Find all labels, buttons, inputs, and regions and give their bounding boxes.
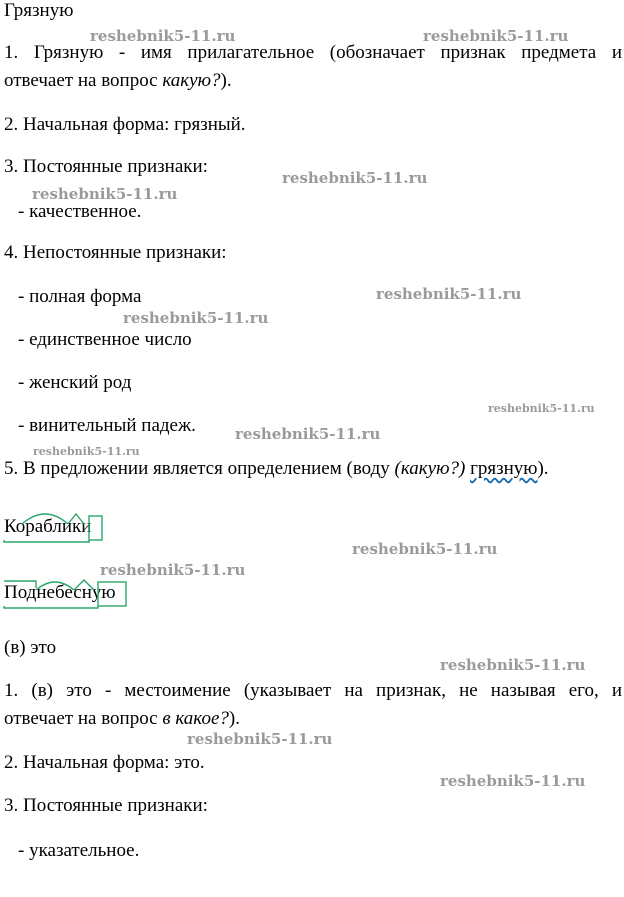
heading-v-eto: (в) это xyxy=(4,637,57,658)
watermark: reshebnik5-11.ru xyxy=(376,285,522,303)
watermark: reshebnik5-11.ru xyxy=(488,402,595,415)
paragraph-3: 3. Постоянные признаки: xyxy=(4,156,208,177)
watermark: reshebnik5-11.ru xyxy=(440,772,586,790)
list-item: - женский род xyxy=(18,372,132,393)
watermark: reshebnik5-11.ru xyxy=(352,540,498,558)
watermark: reshebnik5-11.ru xyxy=(235,425,381,443)
list-item: - полная форма xyxy=(18,286,142,307)
paragraph-1-line-1: 1. (в) это - местоимение (указывает на признак, не называя его, и xyxy=(4,680,622,701)
watermark: reshebnik5-11.ru xyxy=(32,185,178,203)
watermark: reshebnik5-11.ru xyxy=(123,309,269,327)
paragraph-4: 4. Непостоянные признаки: xyxy=(4,242,227,263)
paragraph-3: 3. Постоянные признаки: xyxy=(4,795,208,816)
paragraph-1-line-2: отвечает на вопрос какую?). xyxy=(4,70,232,91)
watermark: reshebnik5-11.ru xyxy=(100,561,246,579)
paragraph-1-line-2: отвечает на вопрос в какое?). xyxy=(4,708,240,729)
watermark: reshebnik5-11.ru xyxy=(90,27,236,45)
watermark: reshebnik5-11.ru xyxy=(440,656,586,674)
watermark: reshebnik5-11.ru xyxy=(187,730,333,748)
list-item: - единственное число xyxy=(18,329,192,350)
watermark: reshebnik5-11.ru xyxy=(33,445,140,458)
watermark: reshebnik5-11.ru xyxy=(282,169,428,187)
paragraph-1-line-1: 1. Грязную - имя прилагательное (обозначает признак предмета и xyxy=(4,42,622,63)
list-item: - качественное. xyxy=(18,201,142,222)
paragraph-5: 5. В предложении является определением (воду (какую?) грязную). xyxy=(4,458,549,479)
paragraph-2: 2. Начальная форма: грязный. xyxy=(4,114,246,135)
morpheme-word-korabliki: Кораблики xyxy=(4,516,92,537)
watermark: reshebnik5-11.ru xyxy=(423,27,569,45)
morpheme-marks-korabliki xyxy=(0,506,110,546)
list-item: - винительный падеж. xyxy=(18,415,196,436)
heading-gryaznuyu: Грязную xyxy=(4,0,74,21)
paragraph-2: 2. Начальная форма: это. xyxy=(4,752,205,773)
list-item: - указательное. xyxy=(18,840,140,861)
morpheme-word-podnebesnuyu: Поднебесную xyxy=(4,582,116,603)
